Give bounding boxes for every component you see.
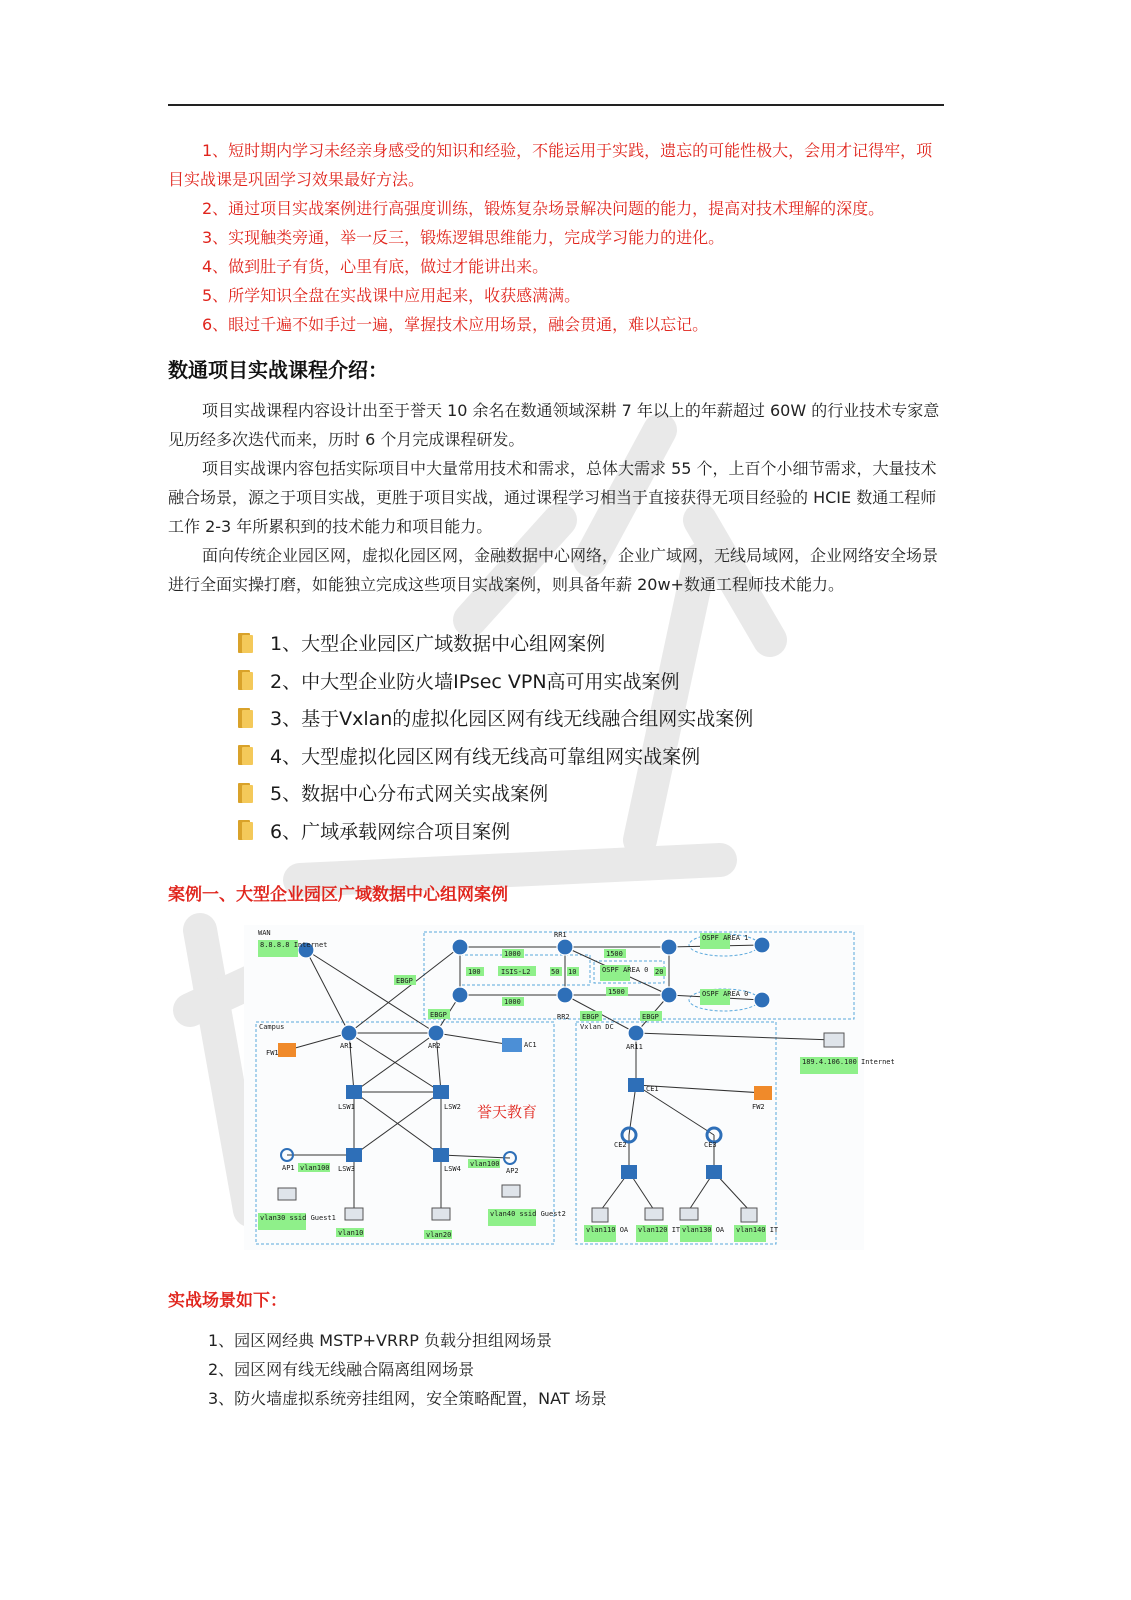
intro-point-1: 1、短时期内学习未经亲身感受的知识和经验，不能运用于实践，遗忘的可能性极大，会用才记得牢，项目实战课是巩固学习效果最好方法。: [168, 141, 933, 189]
intro-point-3: 3、实现触类旁通，举一反三，锻炼逻辑思维能力，完成学习能力的进化。: [202, 228, 725, 247]
diagram-tag-vlan100a: vlan100: [300, 1164, 330, 1172]
folder-icon: [238, 633, 254, 653]
folder-icon: [238, 745, 254, 765]
diagram-tag-dc3: vlan130 OA: [682, 1226, 725, 1234]
diagram-tag-ospf0: OSPF AREA 0: [702, 990, 749, 998]
diagram-label-ap2: AP2: [506, 1167, 519, 1175]
diagram-label-ar11: AR11: [626, 1043, 643, 1051]
folder-icon: [238, 820, 254, 840]
diagram-cost-1500a: 1500: [606, 950, 623, 958]
folder-item[interactable]: [238, 737, 753, 775]
folder-label: 1、大型企业园区广域数据中心组网案例: [270, 633, 606, 656]
diagram-tag-ebgp4: EBGP: [642, 1013, 659, 1021]
diagram-tag-dc4: vlan140 IT: [736, 1226, 779, 1234]
diagram-cost-50: 50: [551, 968, 560, 976]
diagram-tag-dc2: vlan120 IT: [638, 1226, 681, 1234]
body-paragraph-1: 项目实战课程内容设计出至于誉天 10 余名在数通领域深耕 7 年以上的年薪超过 60W 的行业技术专家意见历经多次迭代而来，历时 6 个月完成课程研发。: [168, 401, 940, 449]
diagram-label-rr2: RR2: [557, 1013, 570, 1021]
diagram-tag-ebgp2: EBGP: [430, 1011, 447, 1019]
diagram-label-ar2: AR2: [428, 1042, 441, 1050]
diagram-cost-100: 100: [468, 968, 481, 976]
diagram-label-lsw4: LSW4: [444, 1165, 461, 1173]
diagram-label-ac1: AC1: [524, 1041, 537, 1049]
folder-item[interactable]: [238, 699, 753, 737]
diagram-tag-pc1: vlan10: [338, 1229, 364, 1237]
folder-label: 6、广域承载网综合项目案例: [270, 820, 511, 843]
folder-item[interactable]: [238, 662, 753, 700]
folder-label: 2、中大型企业防火墙IPsec VPN高可用实战案例: [270, 670, 680, 693]
diagram-label-rr1: RR1: [554, 931, 567, 939]
diagram-tag-internet2: 189.4.106.100 Internet: [802, 1058, 895, 1066]
scenario-item-3: 3、防火墙虚拟系统旁挂组网，安全策略配置，NAT 场景: [208, 1389, 607, 1408]
scenario-title: 实战场景如下：: [168, 1291, 287, 1311]
folder-item[interactable]: [238, 774, 753, 812]
diagram-label-fw2: FW2: [752, 1103, 765, 1111]
intro-point-5: 5、所学知识全盘在实战课中应用起来，收获感满满。: [202, 286, 581, 305]
folder-icon: [238, 783, 254, 803]
diagram-cost-20: 20: [655, 968, 664, 976]
folder-label: 4、大型虚拟化园区网有线无线高可靠组网实战案例: [270, 745, 701, 768]
network-topology-diagram: [244, 925, 895, 1250]
folder-icon: [238, 670, 254, 690]
diagram-label-campus: Campus: [259, 1023, 285, 1031]
diagram-label-lsw3: LSW3: [338, 1165, 355, 1173]
body-paragraph-3: 面向传统企业园区网，虚拟化园区网，金融数据中心网络，企业广域网，无线局域网，企业网络安全场景进行全面实操打磨，如能独立完成这些项目实战案例，则具备年薪 20w+数通工程师技术能力。: [168, 546, 939, 594]
diagram-label-ap1: AP1: [282, 1164, 295, 1172]
diagram-label-ce2: CE2: [614, 1141, 627, 1149]
diagram-label-vxlan-dc: Vxlan DC: [580, 1023, 614, 1031]
case-title: 案例一、大型企业园区广域数据中心组网案例: [168, 885, 508, 905]
diagram-cost-1000a: 1000: [504, 950, 521, 958]
diagram-label-lsw2: LSW2: [444, 1103, 461, 1111]
section-title: 数通项目实战课程介绍：: [168, 358, 388, 382]
diagram-brand-text: 誉天教育: [477, 1103, 538, 1121]
diagram-label-ce1: CE1: [646, 1085, 659, 1093]
diagram-tag-ospf1: OSPF AREA 1: [702, 934, 749, 942]
diagram-label-wan: WAN: [258, 929, 271, 937]
diagram-cost-1500b: 1500: [608, 988, 625, 996]
intro-point-6: 6、眼过千遍不如手过一遍，掌握技术应用场景，融会贯通，难以忘记。: [202, 315, 709, 334]
diagram-tag-isis: ISIS-L2: [501, 968, 531, 976]
scenario-item-2: 2、园区网有线无线融合隔离组网场景: [208, 1360, 475, 1379]
diagram-tag-guest2: vlan40 ssid Guest2: [490, 1210, 566, 1218]
diagram-cost-10: 10: [568, 968, 577, 976]
intro-point-2: 2、通过项目实战案例进行高强度训练，锻炼复杂场景解决问题的能力，提高对技术理解的深度。: [202, 199, 885, 218]
diagram-tag-ebgp1: EBGP: [396, 977, 413, 985]
diagram-tag-ebgp3: EBGP: [582, 1013, 599, 1021]
folder-icon: [238, 708, 254, 728]
diagram-tag-ospf-mid: OSPF AREA 0: [602, 966, 649, 974]
diagram-label-ce3: CE3: [704, 1141, 717, 1149]
diagram-tag-pc2: vlan20: [426, 1231, 452, 1239]
scenario-item-1: 1、园区网经典 MSTP+VRRP 负载分担组网场景: [208, 1331, 552, 1350]
folder-item[interactable]: [238, 624, 753, 662]
diagram-tag-dc1: vlan110 OA: [586, 1226, 629, 1234]
diagram-tag-guest1: vlan30 ssid Guest1: [260, 1214, 336, 1222]
diagram-label-ar1: AR1: [340, 1042, 353, 1050]
course-folder-list: [238, 624, 753, 849]
header-rule: [168, 104, 944, 106]
diagram-cost-1000b: 1000: [504, 998, 521, 1006]
intro-point-4: 4、做到肚子有货，心里有底，做过才能讲出来。: [202, 257, 549, 276]
body-paragraph-2: 项目实战课内容包括实际项目中大量常用技术和需求，总体大需求 55 个，上百个小细节需求，大量技术融合场景，源之于项目实战，更胜于项目实战，通过课程学习相当于直接获得无项目经验的 HCIE 数通工程师工作 2-3 年所累积到的技术能力和项目能力。: [168, 459, 937, 536]
folder-label: 5、数据中心分布式网关实战案例: [270, 783, 549, 806]
diagram-tag-vlan100b: vlan100: [470, 1160, 500, 1168]
diagram-label-fw1: FW1: [266, 1049, 279, 1057]
folder-label: 3、基于Vxlan的虚拟化园区网有线无线融合组网实战案例: [270, 708, 754, 731]
diagram-label-lsw1: LSW1: [338, 1103, 355, 1111]
diagram-tag-internet1: 8.8.8.8 Internet: [260, 941, 328, 949]
folder-item[interactable]: [238, 812, 753, 850]
